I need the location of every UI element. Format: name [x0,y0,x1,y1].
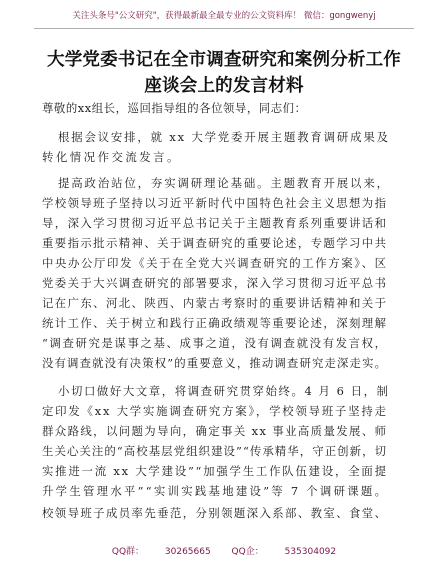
body-line: 小切口做好大文章，将调查研究贯穿始终。4 月 6 日，制 [58,384,390,398]
body-line: 尊敬的xx组长，巡回指导组的各位领导，同志们： [42,101,307,115]
body-line: 没有调查就没有决策权”的重要意义，推动调查研究走深走实。 [42,356,388,370]
body-line: 定印发《xx 大学实施调查研究方案》，学校领导班子坚持走 [42,404,388,418]
body-line: “调查研究是谋事之基、成事之道，没有调查就没有发言权， [42,336,388,350]
body-line: 升学生管理水平”“实训实践基地建设”等 7 个调研课题。 [42,484,389,498]
body-line: 重要指示批示精神、关于调查研究的重要论述，专题学习中共 [42,236,388,250]
body-line: 群众路线，以问题为导向，确定事关 xx 事业高质量发展、师 [42,424,388,438]
body-line: 学校领导班子坚持以习近平新时代中国特色社会主义思想为指 [42,196,388,210]
body-line: 生关心关注的“高校基层党组织建设”“传承精华，守正创新，切 [42,444,388,458]
document-title-line-2: 座谈会上的发言材料 [144,76,304,96]
body-line: 统计工作、关于树立和践行正确政绩观等重要论述，深刻理解 [42,316,388,330]
body-line: 提高政治站位，夯实调研理论基础。主题教育开展以来， [58,176,390,190]
body-line: 党委关于大兴调查研究的部署要求，深入学习贯彻习近平总书 [42,276,388,290]
body-line: 根据会议安排，就 xx 大学党委开展主题教育调研成果及 [58,130,390,144]
footer-contacts: QQ群： 30265665 QQ企： 535304092 [111,547,337,557]
body-line: 中央办公厅印发《关于在全党大兴调查研究的工作方案》、区 [42,256,388,270]
document-title-line-1: 大学党委书记在全市调查研究和案例分析工作 [47,50,401,70]
body-line: 转化情况作交流发言。 [42,150,181,164]
header-divider [34,28,414,29]
body-line: 导，深入学习贯彻习近平总书记关于主题教育系列重要讲话和 [42,216,388,230]
header-note: 关注头条号"公文研究"，获得最新最全最专业的公文资料库！ 微信：gongwenyj [72,11,376,21]
body-line: 校领导班子成员率先垂范，分别领题深入系部、教室、食堂、 [42,506,388,520]
body-line: 记在广东、河北、陕西、内蒙古考察时的重要讲话精神和关于 [42,296,388,310]
body-line: 实推进一流 xx 大学建设”“加强学生工作队伍建设，全面提 [42,464,388,478]
